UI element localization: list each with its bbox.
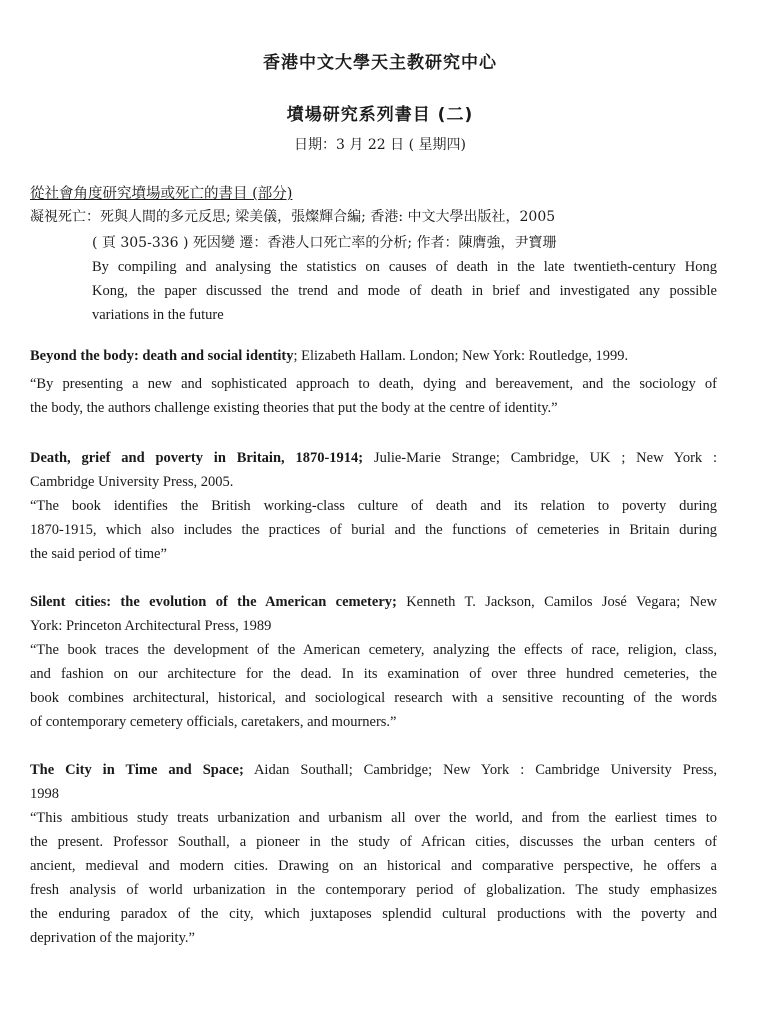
entry1-abstract-line: By compiling and analysing the statistics on causes of death in the late twentieth-century Hong xyxy=(92,259,717,275)
entry4-quote-line: book combines architectural, historical, and sociological research with a sensitive recounting of the words xyxy=(30,690,717,706)
entry3-citation-line xyxy=(30,446,717,470)
entry3-citation-line2: Cambridge University Press, 2005. xyxy=(30,474,234,490)
entry1-abstract xyxy=(92,255,717,327)
entry4-quote-line: “The book traces the development of the American cemetery, analyzing the effects of race, religion, class, xyxy=(30,642,717,658)
entry5-citation-line xyxy=(30,758,717,782)
entry4-citation-line xyxy=(30,590,717,614)
entry3-quote-line: the said period of time” xyxy=(30,546,167,562)
entry2-title: Beyond the body: death and social identity xyxy=(30,348,294,364)
entry5-quote-line: ancient, medieval and modern cities. Drawing on an historical and comparative perspective, he offers a xyxy=(30,858,717,874)
entry4-quote-line: of contemporary cemetery officials, caretakers, and mourners.” xyxy=(30,714,397,730)
document-title: 香港中文大學天主教研究中心 xyxy=(263,53,497,73)
entry5-quote xyxy=(30,806,717,950)
entry1-abstract-line: Kong, the paper discussed the trend and mode of death in brief and investigated any possible xyxy=(92,283,717,299)
entry3-quote-line: “The book identifies the British working-class culture of death and its relation to poverty during xyxy=(30,498,717,514)
entry5-quote-line: the enduring paradox of the city, which juxtaposes splendid cultural productions with the poverty and xyxy=(30,906,717,922)
entry5-quote-line: deprivation of the majority.” xyxy=(30,930,195,946)
entry2-quote-line: the body, the authors challenge existing theories that put the body at the centre of identity.” xyxy=(30,400,558,416)
entry3-citation xyxy=(30,446,717,494)
entry1-citation-line1: 凝視死亡：死與人間的多元反思; 梁美儀，張燦輝合編; 香港: 中文大學出版社，2005 xyxy=(30,209,556,225)
entry2-quote-line: “By presenting a new and sophisticated approach to death, dying and bereavement, and the sociology of xyxy=(30,376,717,392)
entry2-citation-text: ; Elizabeth Hallam. London; New York: Routledge, 1999. xyxy=(293,348,629,364)
entry3-quote-line: 1870-1915, which also includes the practices of burial and the functions of cemeteries in Britain during xyxy=(30,522,717,538)
document-subtitle: 墳場研究系列書目 (二) xyxy=(286,105,474,125)
entry2-quote xyxy=(30,372,717,420)
section-heading: 從社會角度研究墳場或死亡的書目 (部分) xyxy=(30,186,293,202)
entry4-title: Silent cities: the evolution of the American cemetery; xyxy=(30,594,397,610)
entry4-quote xyxy=(30,638,717,734)
entry3-title: Death, grief and poverty in Britain, 1870-1914; xyxy=(30,450,364,466)
entry4-citation-line2: York: Princeton Architectural Press, 1989 xyxy=(30,618,272,634)
entry5-quote-line: fresh analysis of world urbanization in the contemporary period of globalization. The study emphasizes xyxy=(30,882,717,898)
document-date: 日期：3 月 22 日 ( 星期四) xyxy=(294,137,466,153)
entry1-citation-line2: ( 頁 305-336 ) 死因變 遷：香港人口死亡率的分析; 作者：陳膺強，尹寶珊 xyxy=(92,235,557,251)
entry5-quote-line: the present. Professor Southall, a pioneer in the study of African cities, discusses the urban centers of xyxy=(30,834,717,850)
entry5-citation-line2: 1998 xyxy=(30,786,59,802)
entry5-citation-text: Aidan Southall; Cambridge; New York : Cambridge University Press, xyxy=(243,762,717,778)
entry5-citation xyxy=(30,758,717,806)
entry4-quote-line: and fashion on our architecture for the dead. In its examination of over three hundred cemeteries, the xyxy=(30,666,717,682)
entry2-citation xyxy=(30,348,628,365)
entry3-quote xyxy=(30,494,717,566)
entry1-abstract-line: variations in the future xyxy=(92,307,224,323)
entry5-quote-line: “This ambitious study treats urbanization and urbanism all over the world, and from the earliest times to xyxy=(30,810,717,826)
entry4-citation xyxy=(30,590,717,638)
entry5-title: The City in Time and Space; xyxy=(30,762,244,778)
entry4-citation-text: Kenneth T. Jackson, Camilos José Vegara; New xyxy=(396,594,717,610)
entry3-citation-text: Julie-Marie Strange; Cambridge, UK ; New York : xyxy=(363,450,718,466)
